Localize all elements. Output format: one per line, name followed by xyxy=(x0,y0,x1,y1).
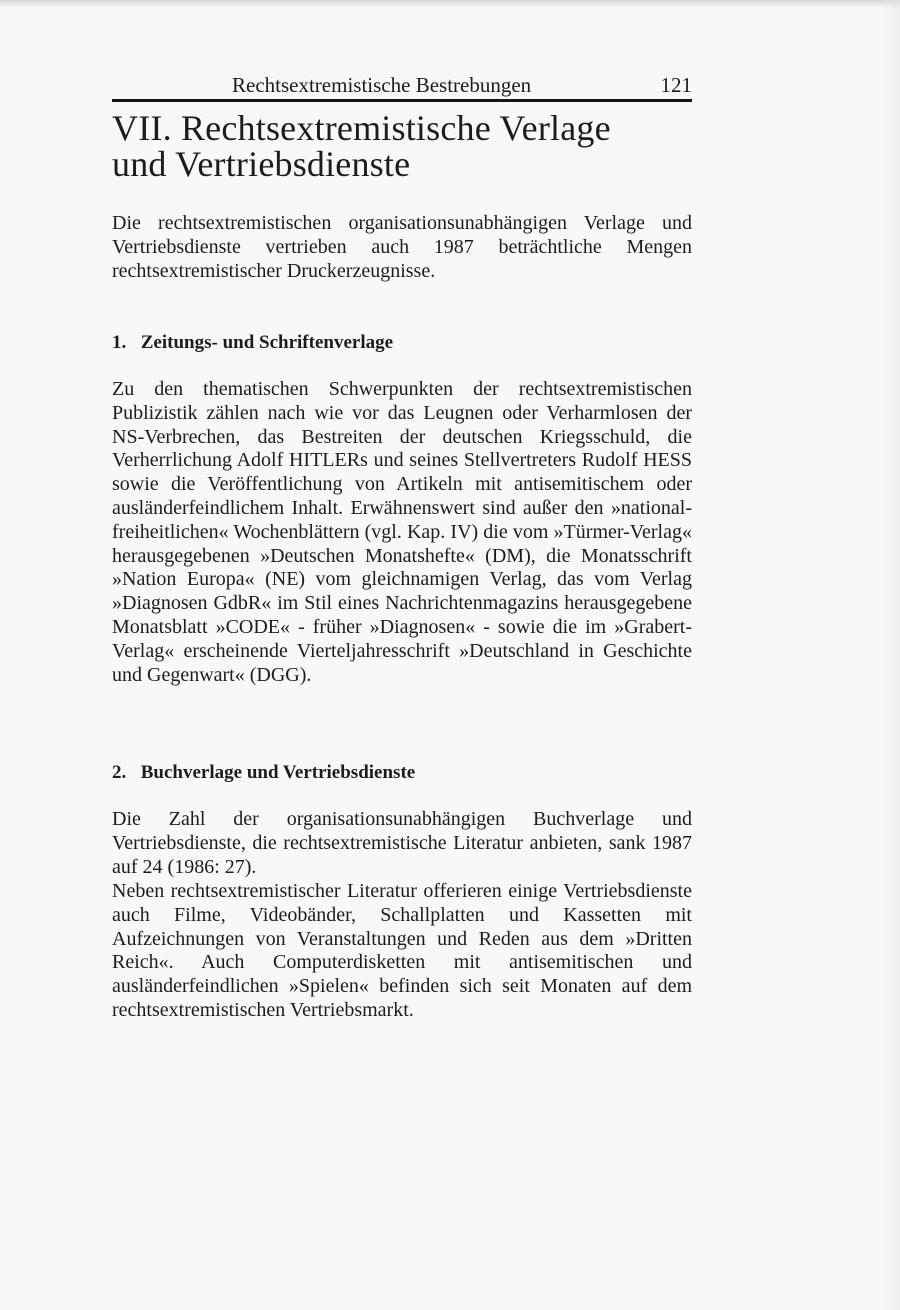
section-number-1: 1. xyxy=(112,332,127,353)
intro-paragraph: Die rechtsextremistischen organisationsunabhängigen Verlage und Vertriebsdienste vertrieben auch 1987 beträchtliche Mengen rechtsextremistischer Druckerzeugnisse. xyxy=(112,212,692,282)
scan-right-shadow xyxy=(882,0,900,1310)
section-heading-2 xyxy=(112,761,415,785)
running-header-title: Rechtsextremistische Bestrebungen xyxy=(232,73,532,97)
header-rule xyxy=(112,99,692,102)
running-header xyxy=(112,72,692,98)
section-1-paragraph: Zu den thematischen Schwerpunkten der rechtsextremistischen Publizistik zählen nach wie vor das Leugnen oder Verharmlosen der NS-Verbrechen, das Bestreiten der deutschen Kriegsschuld, die Verherrlichung Adolf HITLERs und seines Stellvertreters Rudolf HESS sowie die Veröffentlichung von Artikeln mit antisemitischem oder ausländerfeindlichem Inhalt. Erwähnenswert sind außer den »national-freiheitlichen« Wochenblättern (vgl. Kap. IV) die vom »Türmer-Verlag« herausgegebenen »Deutschen Monatshefte« (DM), die Monatsschrift »Nation Europa« (NE) vom gleichnamigen Verlag, das vom Verlag »Diagnosen GdbR« im Stil eines Nachrichtenmagazins herausgegebene Monatsblatt »CODE« - früher »Diagnosen« - sowie die im »Grabert-Verlag« erscheinende Vierteljahresschrift »Deutschland in Geschichte und Gegenwart« (DGG). xyxy=(112,378,692,686)
chapter-title-line-1: VII. Rechtsextremistische Verlage xyxy=(112,108,611,148)
section-title-1: Zeitungs- und Schriftenverlage xyxy=(140,332,394,353)
section-2-paragraph-1: Die Zahl der organisationsunabhängigen Buchverlage und Vertriebsdienste, die rechtsextremistische Literatur anbieten, sank 1987 auf 24 (1986: 27). xyxy=(112,808,692,878)
chapter-title-line-2: und Vertriebsdienste xyxy=(112,144,411,184)
section-title-2: Buchverlage und Vertriebsdienste xyxy=(140,762,416,783)
scan-top-edge xyxy=(0,0,900,8)
section-2-paragraph-2: Neben rechtsextremistischer Literatur offerieren einige Vertriebsdienste auch Filme, Videobänder, Schallplatten und Kassetten mit Aufzeichnungen von Veranstaltungen und Reden aus dem »Dritten Reich«. Auch Computerdisketten mit antisemitischen und ausländerfeindlichen »Spielen« befinden sich seit Monaten auf dem rechtsextremistischen Vertriebsmarkt. xyxy=(112,880,692,1021)
section-heading-1 xyxy=(112,331,393,355)
chapter-title xyxy=(112,110,712,182)
section-number-2: 2. xyxy=(112,762,127,783)
page-number: 121 xyxy=(660,73,692,97)
